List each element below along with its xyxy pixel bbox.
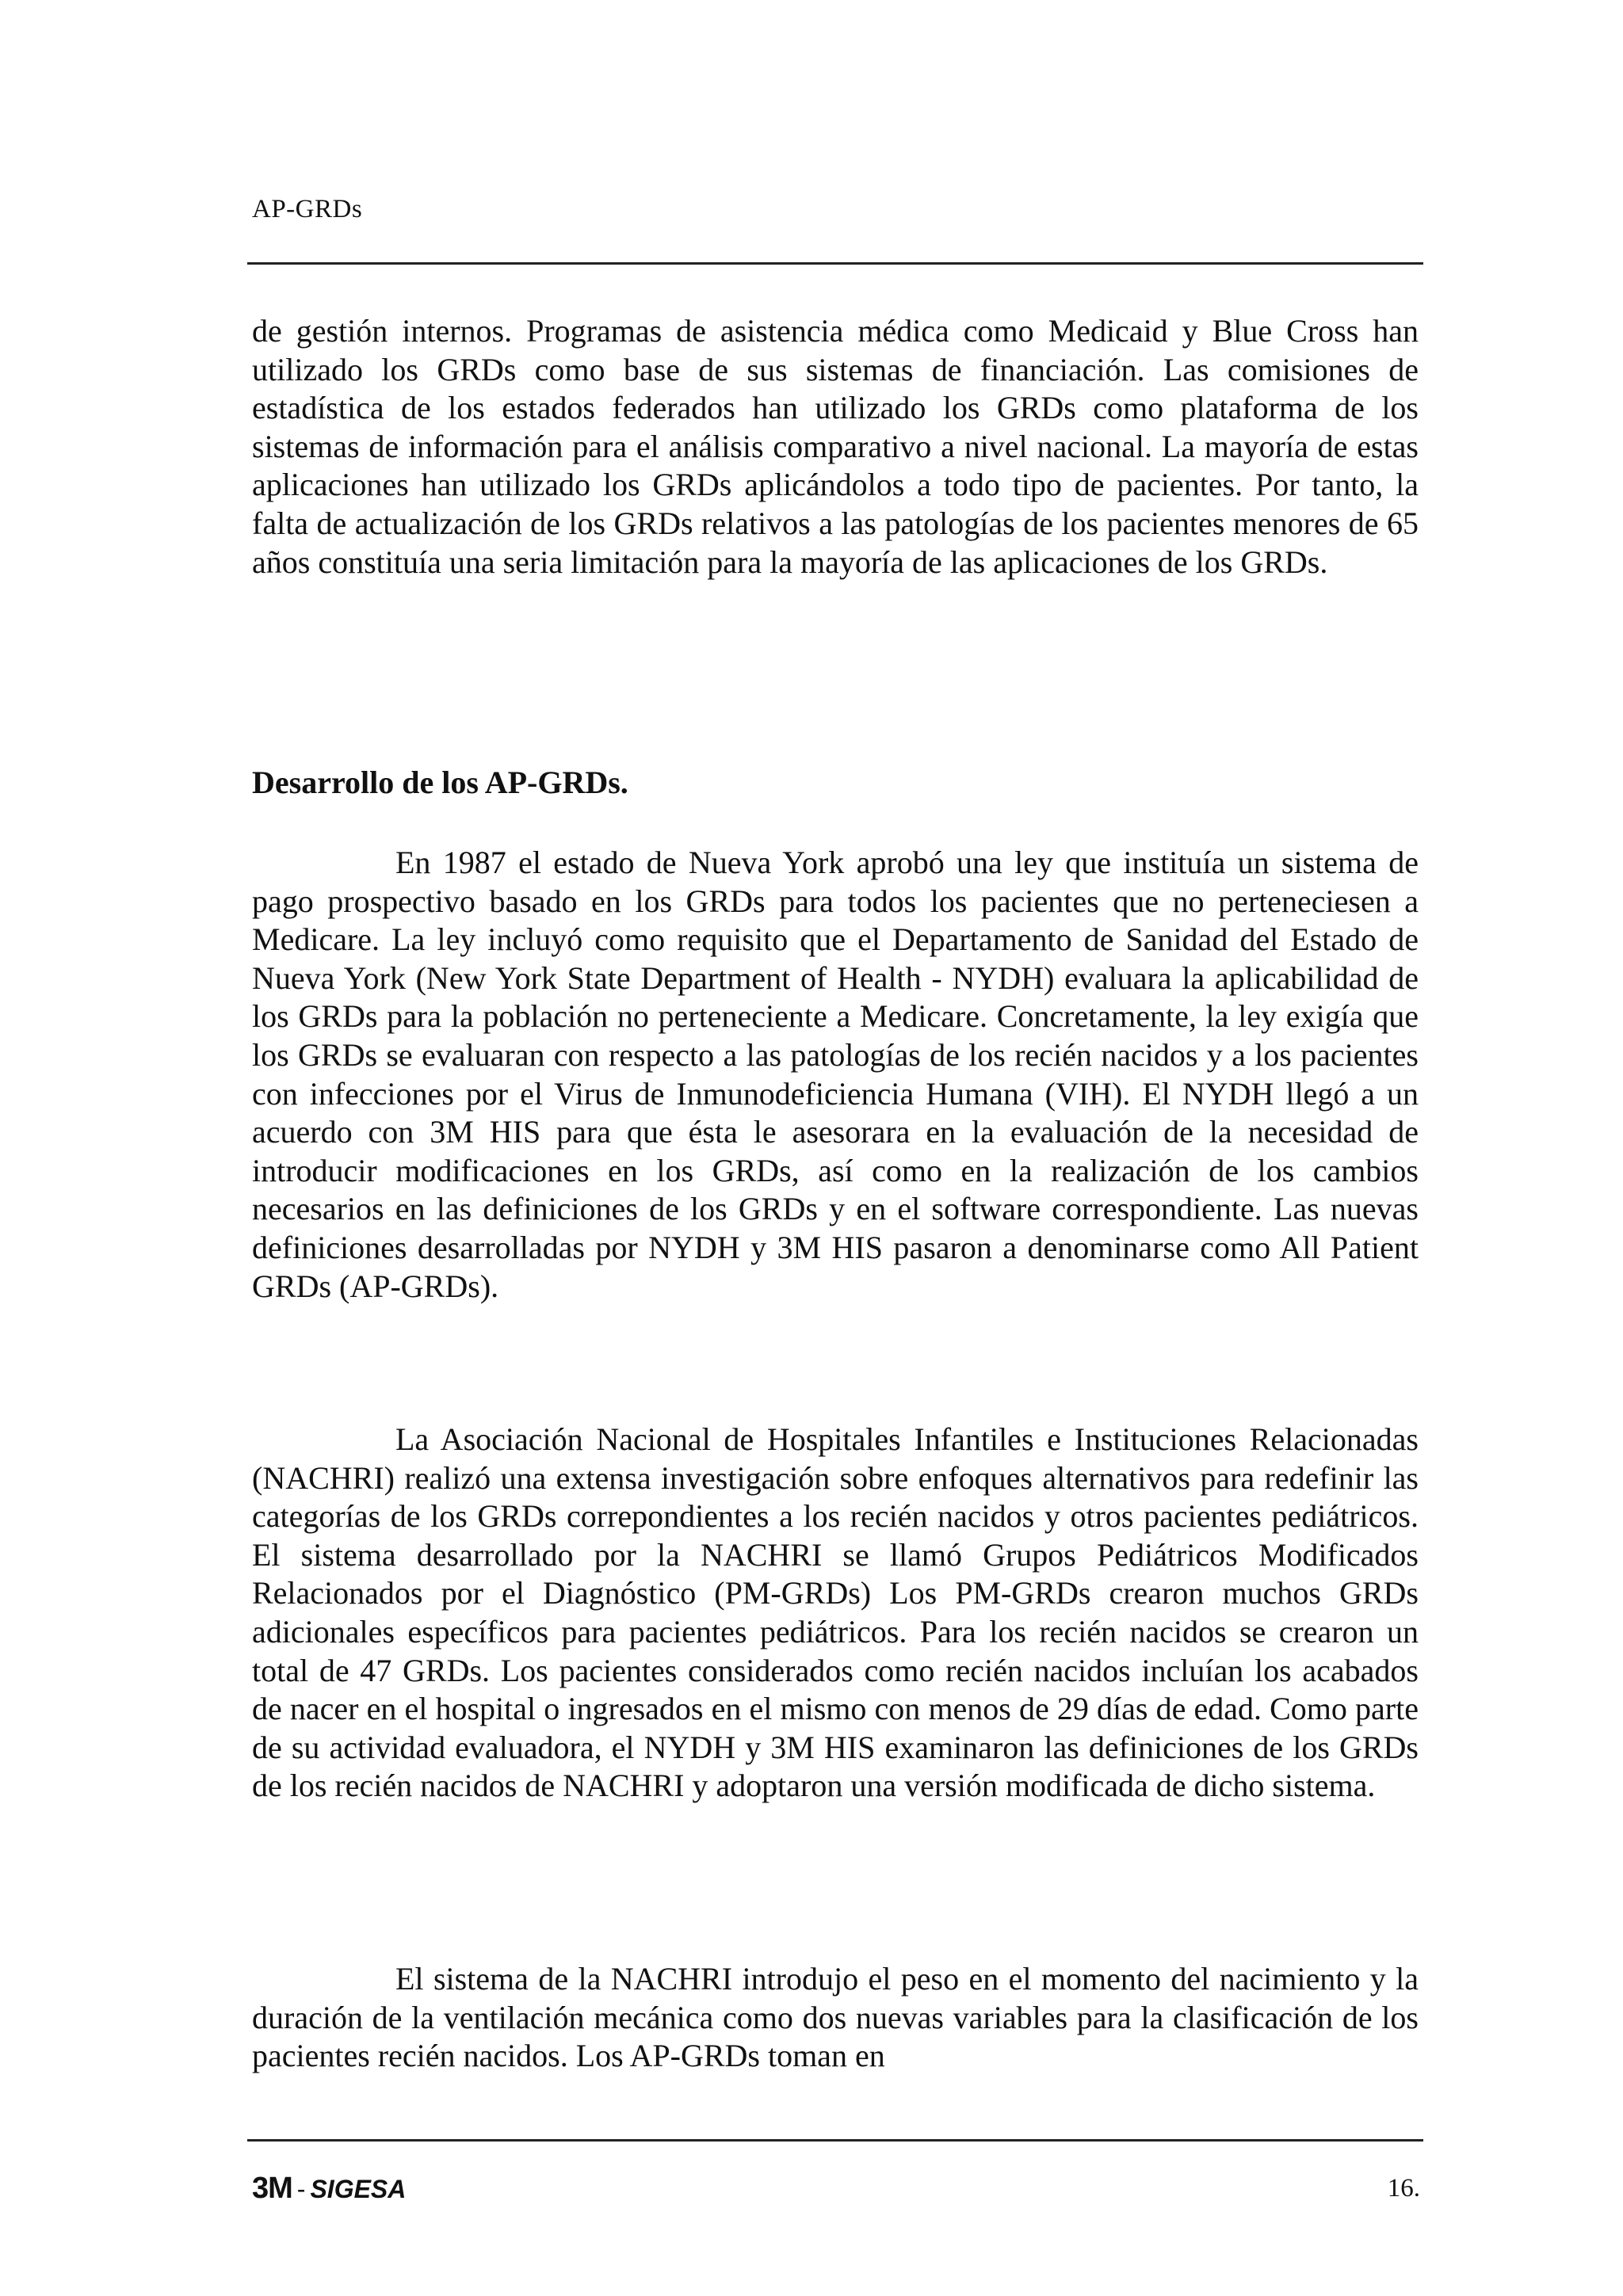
brand-name: SIGESA — [310, 2175, 407, 2203]
page-number: 16. — [1387, 2174, 1420, 2203]
paragraph-text: El sistema de la NACHRI introdujo el peso en el momento del nacimiento y la duración de la ventilación mecánica como dos nuevas variables para la clasificación de los pacientes recién nacidos. Los AP-GRDs toman en — [252, 1961, 1419, 2074]
body-paragraph-2 — [252, 1421, 1419, 1806]
paragraph-text: En 1987 el estado de Nueva York aprobó una ley que instituía un sistema de pago prospectivo basado en los GRDs para todos los pacientes que no perteneciesen a Medicare. La ley incluyó como requisito que el Departamento de Sanidad del Estado de Nueva York (New York State Department of Health - NYDH) evaluara la aplicabilidad de los GRDs para la población no perteneciente a Medicare. Concretamente, la ley exigía que los GRDs se evaluaran con respecto a las patologías de los recién nacidos y a los pacientes con infecciones por el Virus de Inmunodeficiencia Humana (VIH). El NYDH llegó a un acuerdo con 3M HIS para que ésta le asesorara en la evaluación de la necesidad de introducir modificaciones en los GRDs, así como en la realización de los cambios necesarios en las definiciones de los GRDs y en el software correspondiente. Las nuevas definiciones desarrolladas por NYDH y 3M HIS pasaron a denominarse como All Patient GRDs (AP-GRDs). — [252, 845, 1419, 1304]
paragraph-text: de gestión internos. Programas de asistencia médica como Medicaid y Blue Cross han utilizado los GRDs como base de sus sistemas de financiación. Las comisiones de estadística de los estados federados han utilizado los GRDs como plataforma de los sistemas de información para el análisis comparativo a nivel nacional. La mayoría de estas aplicaciones han utilizado los GRDs aplicándolos a todo tipo de pacientes. Por tanto, la falta de actualización de los GRDs relativos a las patologías de los pacientes menores de 65 años constituía una seria limitación para la mayoría de las aplicaciones de los GRDs. — [252, 313, 1419, 580]
brand-3m-logo: 3M — [252, 2172, 292, 2205]
running-header: AP-GRDs — [252, 195, 363, 223]
brand-separator: - — [296, 2175, 306, 2203]
body-paragraph-3 — [252, 1960, 1419, 2076]
section-heading: Desarrollo de los AP-GRDs. — [252, 765, 628, 800]
footer-brand — [252, 2172, 406, 2205]
footer-rule — [247, 2139, 1423, 2142]
body-paragraph-1 — [252, 844, 1419, 1306]
paragraph-text: La Asociación Nacional de Hospitales Infantiles e Instituciones Relacionadas (NACHRI) realizó una extensa investigación sobre enfoques alternativos para redefinir las categorías de los GRDs correpondientes a los recién nacidos y otros pacientes pediátricos. El sistema desarrollado por la NACHRI se llamó Grupos Pediátricos Modificados Relacionados por el Diagnóstico (PM-GRDs) Los PM-GRDs crearon muchos GRDs adicionales específicos para pacientes pediátricos. Para los recién nacidos se crearon un total de 47 GRDs. Los pacientes considerados como recién nacidos incluían los acabados de nacer en el hospital o ingresados en el mismo con menos de 29 días de edad. Como parte de su actividad evaluadora, el NYDH y 3M HIS examinaron las definiciones de los GRDs de los recién nacidos de NACHRI y adoptaron una versión modificada de dicho sistema. — [252, 1421, 1419, 1804]
body-paragraph-continued — [252, 312, 1419, 582]
header-rule — [247, 262, 1423, 265]
